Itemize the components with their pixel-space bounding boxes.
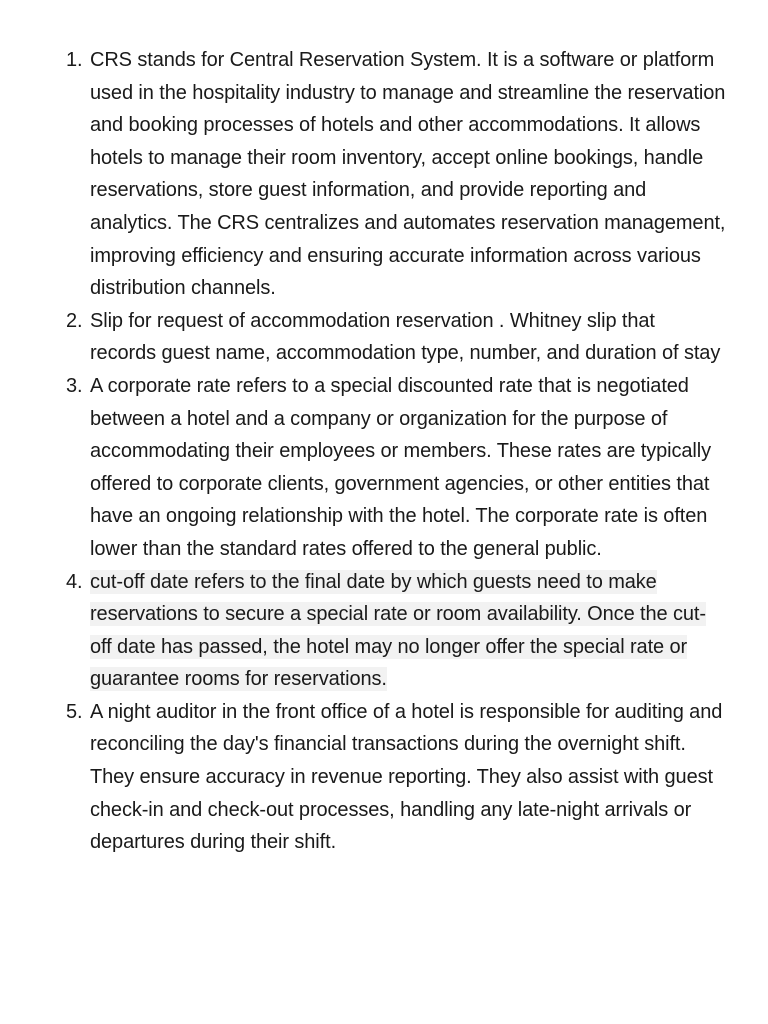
list-item-number: 2. — [66, 309, 83, 332]
numbered-list — [66, 44, 726, 859]
list-item-text: A night auditor in the front office of a hotel is responsible for auditing and reconciling the day's financial transactions during the overnight shift. They ensure accuracy in revenue reporting. They also assist with guest check-in and check-out processes, handling any late-night arrivals or departures during their shift. — [90, 700, 723, 854]
list-item-number: 5. — [66, 700, 83, 723]
list-item-number: 3. — [66, 374, 83, 397]
list-item-text: CRS stands for Central Reservation System. It is a software or platform used in the hospitality industry to manage and streamline the reservation and booking processes of hotels and other accommodations. It allows hotels to manage their room inventory, accept online bookings, handle reservations, store guest information, and provide reporting and analytics. The CRS centralizes and automates reservation management, improving efficiency and ensuring accurate information across various distribution channels. — [90, 49, 726, 300]
list-item-3 — [66, 370, 726, 566]
list-item-text: A corporate rate refers to a special discounted rate that is negotiated between a hotel and a company or organization for the purpose of accommodating their employees or members. These rates are typically offered to corporate clients, government agencies, or other entities that have an ongoing relationship with the hotel. The corporate rate is often lower than the standard rates offered to the general public. — [90, 374, 711, 560]
list-item-4 — [66, 566, 726, 696]
list-item-1 — [66, 44, 726, 305]
list-item-2 — [66, 305, 726, 370]
list-item-5 — [66, 696, 726, 859]
list-item-text: Slip for request of accommodation reservation . Whitney slip that records guest name, accommodation type, number, and duration of stay — [90, 309, 721, 365]
highlighted-text: cut-off date refers to the final date by which guests need to make reservations to secure a special rate or room availability. Once the cut-off date has passed, the hotel may no longer offer the special rate or guarantee rooms for reservations. — [90, 570, 706, 691]
list-item-number: 1. — [66, 49, 83, 71]
list-item-number: 4. — [66, 570, 83, 593]
